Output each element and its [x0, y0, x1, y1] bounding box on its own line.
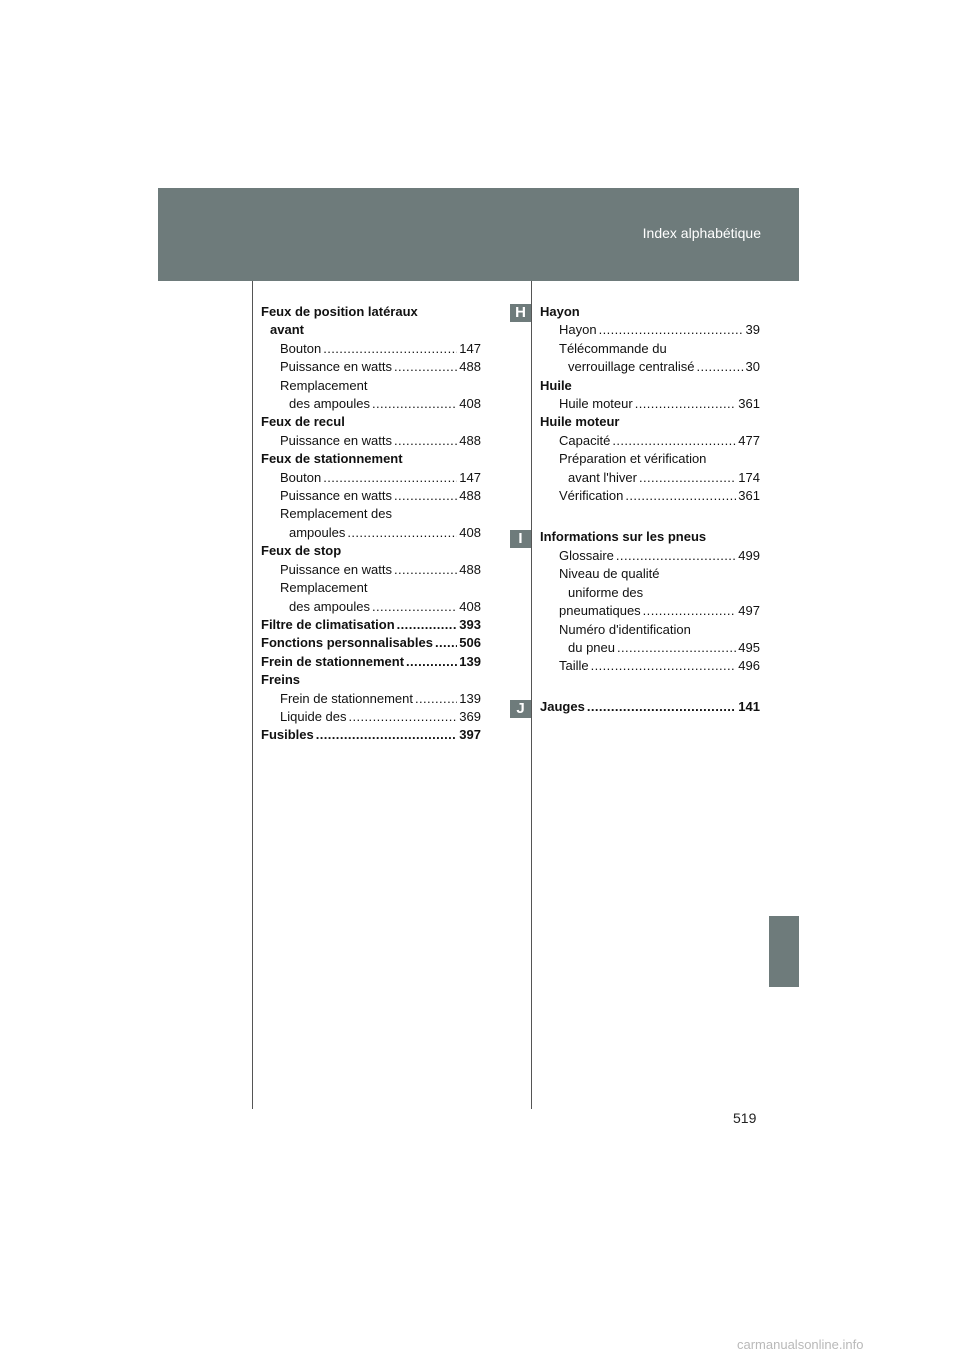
page-ref: 397: [459, 727, 481, 743]
index-entry: pneumatiques ..... 497: [540, 602, 760, 620]
column-rule-middle: [531, 281, 532, 1109]
page-ref: 30: [745, 359, 760, 375]
page-ref: 488: [459, 561, 481, 577]
index-entry: Filtre de climatisation ..... 393: [261, 616, 481, 634]
index-entry-label: Remplacement des: [280, 506, 392, 522]
page-ref: 408: [459, 598, 481, 614]
index-entry: ampoules ..... 408: [261, 524, 481, 542]
page-ref: 393: [459, 616, 481, 632]
index-entry: avant l'hiver ..... 174: [540, 469, 760, 487]
page-ref: 408: [459, 524, 481, 540]
page-ref: 477: [738, 432, 760, 448]
page-ref: 497: [738, 603, 760, 619]
page-ref: 488: [459, 488, 481, 504]
index-entry: Fusibles ..... 397: [261, 726, 481, 744]
page-ref: 139: [459, 690, 481, 706]
page-number: 519: [733, 1110, 757, 1126]
index-heading: Hayon: [540, 304, 580, 319]
index-heading-continued: avant: [270, 322, 304, 338]
index-entry: Bouton ..... 147: [261, 469, 481, 487]
index-entry-label: Remplacement: [280, 580, 368, 596]
page-ref: 174: [738, 469, 760, 485]
index-entry-label: uniforme des: [568, 584, 644, 600]
index-entry: Fonctions personnalisables ..... 506: [261, 634, 481, 652]
page-ref: 361: [738, 396, 760, 412]
index-heading: Freins: [261, 672, 301, 688]
index-entry: Jauges ..... 141: [540, 698, 760, 716]
letter-marker-j: J: [510, 700, 531, 718]
index-heading: Feux de stationnement: [261, 451, 403, 467]
index-entry: Frein de stationnement ..... 139: [261, 653, 481, 671]
index-entry: verrouillage centralisé ..... 30: [540, 358, 760, 376]
index-heading: Feux de position latéraux: [261, 304, 418, 319]
letter-marker-h: H: [510, 304, 531, 322]
index-entry: Frein de stationnement ..... 139: [261, 690, 481, 708]
page-ref: 141: [738, 698, 760, 714]
index-entry: Huile moteur ..... 361: [540, 395, 760, 413]
section-title: Index alphabétique: [642, 225, 761, 241]
index-entry: Vérification ..... 361: [540, 487, 760, 505]
watermark: carmanualsonline.info: [737, 1337, 864, 1352]
index-heading: Informations sur les pneus: [540, 529, 707, 545]
page-ref: 361: [738, 488, 760, 504]
index-entry: Puissance en watts ..... 488: [261, 487, 481, 505]
index-entry-label: Préparation et vérification: [559, 451, 707, 467]
column-rule-left: [252, 281, 253, 1109]
index-entry: Glossaire ..... 499: [540, 547, 760, 565]
index-entry: Liquide des ..... 369: [261, 708, 481, 726]
index-entry-label: Numéro d'identification: [559, 621, 691, 637]
index-entry: du pneu ..... 495: [540, 639, 760, 657]
index-entry: Taille ..... 496: [540, 657, 760, 675]
index-entry: Puissance en watts ..... 488: [261, 432, 481, 450]
page-ref: 147: [459, 340, 481, 356]
index-entry-label: Niveau de qualité: [559, 566, 660, 582]
index-heading: Feux de recul: [261, 414, 345, 430]
page-ref: 147: [459, 469, 481, 485]
page-ref: 488: [459, 432, 481, 448]
page-ref: 139: [459, 653, 481, 669]
index-entry-label: Télécommande du: [559, 340, 667, 356]
index-heading: Feux de stop: [261, 543, 342, 559]
index-entry: Puissance en watts ..... 488: [261, 358, 481, 376]
section-header: [158, 188, 799, 281]
page-ref: 495: [738, 639, 760, 655]
letter-marker-i: I: [510, 530, 531, 548]
index-entry: des ampoules ..... 408: [261, 598, 481, 616]
page-ref: 369: [459, 708, 481, 724]
index-entry-label: Remplacement: [280, 377, 368, 393]
index-column-right: [540, 303, 760, 716]
page-ref: 499: [738, 547, 760, 563]
index-heading: Huile: [540, 377, 572, 393]
page-ref: 496: [738, 658, 760, 674]
index-heading: Huile moteur: [540, 414, 620, 430]
page-ref: 488: [459, 359, 481, 375]
index-entry: Capacité ..... 477: [540, 432, 760, 450]
chapter-thumb-tab: [769, 916, 799, 987]
page-ref: 408: [459, 396, 481, 412]
page-ref: 506: [459, 635, 481, 651]
index-column-left: [261, 303, 481, 745]
page-ref: 39: [745, 322, 760, 338]
index-entry: Bouton ..... 147: [261, 340, 481, 358]
index-entry: des ampoules ..... 408: [261, 395, 481, 413]
index-entry: Puissance en watts ..... 488: [261, 561, 481, 579]
index-entry: Hayon ..... 39: [540, 321, 760, 339]
